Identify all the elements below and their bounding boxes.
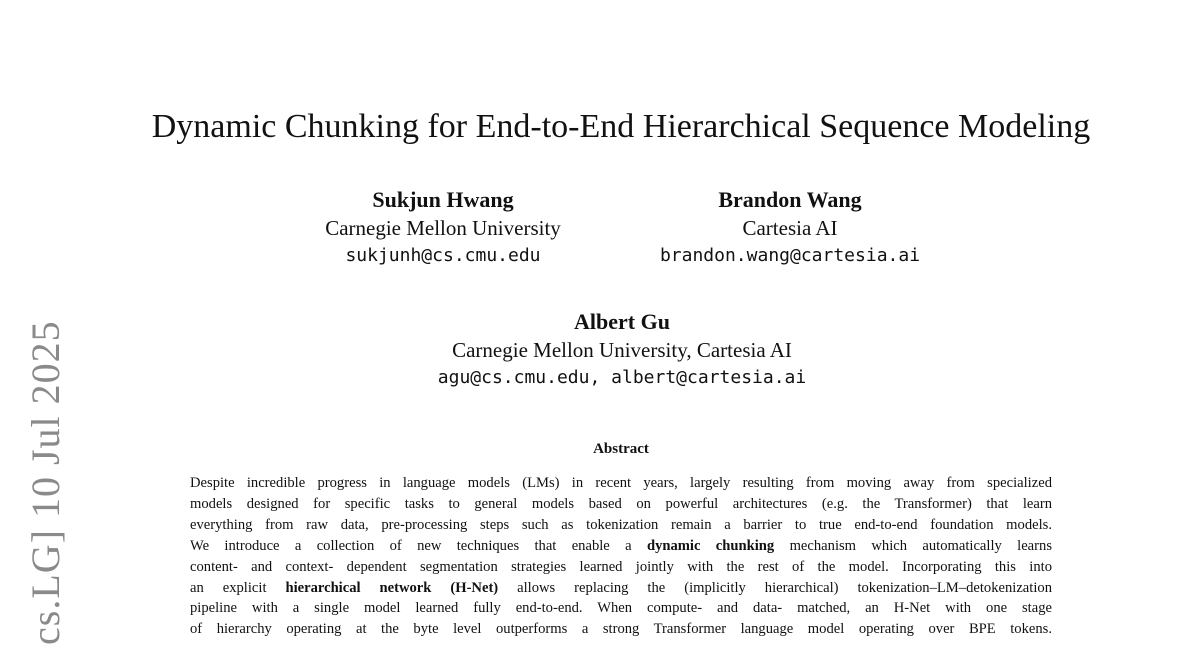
author-block [293, 186, 593, 270]
abstract-body [190, 473, 1055, 640]
author-affiliation: Cartesia AI [742, 216, 838, 240]
author-name: Brandon Wang [718, 187, 862, 212]
h-net-term: hierarchical network (H-Net) [285, 579, 499, 596]
abstract-line: everything from raw data, pre-processing steps such as tokenization remain a barrier to true end-to-end foundation models. [190, 516, 1052, 533]
author-affiliation: Carnegie Mellon University, Cartesia AI [452, 338, 792, 362]
author-name: Sukjun Hwang [372, 187, 514, 212]
abstract-heading: Abstract [593, 441, 649, 457]
dynamic-chunking-term: dynamic chunking [646, 537, 775, 554]
abstract-line: of hierarchy operating at the byte level outperforms a strong Transformer language model operating over BPE tokens. [190, 621, 1052, 638]
author-name: Albert Gu [574, 309, 670, 334]
abstract-line: pipeline with a single model learned fully end-to-end. When compute- and data- matched, an H-Net with one stage [190, 600, 1052, 617]
arxiv-side-stamp: cs.LG] 10 Jul 2025 [23, 320, 68, 645]
abstract-line: an explicit hierarchical network (H-Net) allows replacing the (implicitly hierarchical) tokenization–LM–detokenization [190, 579, 1052, 596]
author-email: agu@cs.cmu.edu, albert@cartesia.ai [437, 367, 807, 388]
abstract-line: models designed for specific tasks to general models based on powerful architectures (e.g. the Transformer) that learn [190, 495, 1052, 512]
abstract-line: We introduce a collection of new techniques that enable a dynamic chunking mechanism which automatically learns [190, 537, 1052, 554]
abstract-line: Despite incredible progress in language models (LMs) in recent years, largely resulting from moving away from specialized [190, 475, 1052, 491]
author-email: sukjunh@cs.cmu.edu [345, 245, 541, 266]
author-block [630, 186, 950, 270]
paper-title: Dynamic Chunking for End-to-End Hierarchical Sequence Modeling [151, 108, 1091, 145]
abstract-line: content- and context- dependent segmentation strategies learned jointly with the rest of the model. Incorporating this into [190, 558, 1052, 575]
author-email: brandon.wang@cartesia.ai [659, 245, 921, 266]
author-block [372, 308, 872, 392]
author-affiliation: Carnegie Mellon University [325, 216, 561, 240]
